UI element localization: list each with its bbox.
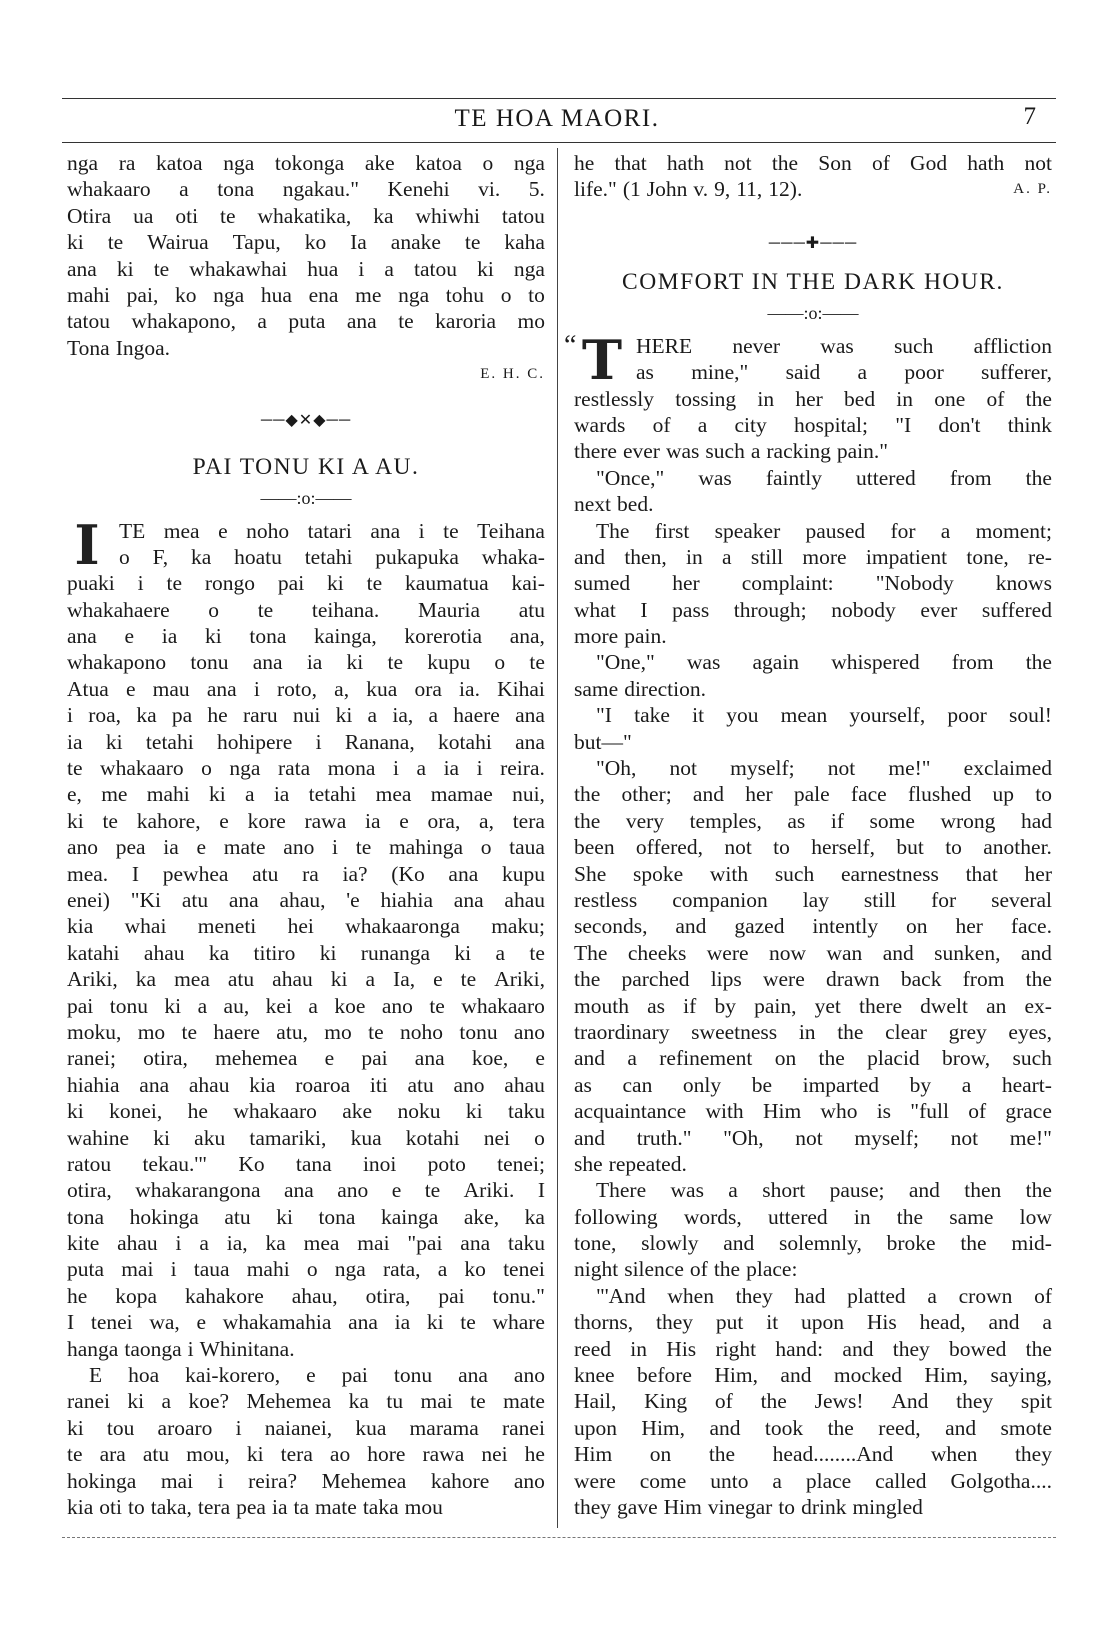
text-line: there ever was such a racking pain."	[574, 439, 889, 464]
text-line: kite ahau i a ia, ka mea mai "pai ana taku	[67, 1231, 545, 1256]
right-paragraph-4	[574, 518, 1052, 650]
text-line: HERE never was such affliction	[636, 333, 1052, 358]
text-line: whakapono tonu ana ia ki te kupu o te	[67, 650, 545, 675]
text-line: sumed her complaint: "Nobody knows	[574, 571, 1052, 596]
text-line: the parched lips were drawn back from the	[574, 967, 1052, 992]
text-line: There was a short pause; and then the	[596, 1178, 1052, 1203]
text-line: thorns, they put it upon His head, and a	[574, 1310, 1052, 1335]
right-paragraph-9	[574, 1283, 1052, 1521]
text-line: seconds, and gazed intently on her face.	[574, 914, 1052, 939]
text-line: tone, slowly and solemnly, broke the mid-	[574, 1231, 1052, 1256]
text-line: moku, mo te haere atu, mo te noho tonu ano	[67, 1019, 545, 1044]
text-line: ranei; otira, mehemea e pai ana koe, e	[67, 1046, 545, 1071]
text-line: "Oh, not myself; not me!" exclaimed	[596, 756, 1052, 781]
page-number: 7	[1023, 103, 1036, 130]
open-quote-mark: “	[564, 329, 577, 361]
right-paragraph-1	[574, 150, 1052, 203]
text-line: i roa, ka pa he raru nui ki a ia, a haere ana	[67, 703, 545, 728]
text-line: "Once," was faintly uttered from the	[596, 465, 1052, 490]
text-line: Him on the head........And when they	[574, 1442, 1052, 1467]
text-line: restless companion lay still for several	[574, 887, 1052, 912]
text-line: TE mea e noho tatari ana i te Teihana	[119, 518, 545, 543]
text-line: as mine," said a poor sufferer,	[636, 360, 1052, 385]
text-line: whakaaro a tona ngakau." Kenehi vi. 5.	[67, 177, 545, 202]
text-line: She spoke with such earnestness that her	[574, 861, 1052, 886]
right-paragraph-8	[574, 1177, 1052, 1283]
text-line: wahine ki aku tamariki, kua kotahi nei o	[67, 1125, 545, 1150]
text-line: and a refinement on the placid brow, such	[574, 1046, 1052, 1071]
right-paragraph-3	[574, 465, 1052, 518]
text-line: ana e ia ki tona kainga, korerotia ana,	[67, 624, 545, 649]
text-line: mouth as if by pain, yet there dwelt an ex-	[574, 993, 1052, 1018]
drop-cap-block	[564, 327, 1052, 465]
text-line: ki konei, he whakaaro ake noku ki taku	[67, 1099, 545, 1124]
text-line: same direction.	[574, 676, 706, 701]
text-line: what I pass through; nobody ever suffered	[574, 597, 1052, 622]
text-line: but—"	[574, 729, 632, 754]
text-line: life." (1 John v. 9, 11, 12). A. P.	[574, 177, 1052, 202]
text-line: te whakaaro o nga rata mona i a ia i reira.	[67, 756, 545, 781]
text-line: hanga taonga i Whinitana.	[67, 1336, 295, 1361]
left-paragraph-3	[67, 1362, 545, 1520]
text-line: ki te kahore, e kore rawa ia e ora, a, tera	[67, 808, 545, 833]
text-line: ia ki tetahi hohipere i Ranana, kotahi ana	[67, 729, 545, 754]
header-rule	[62, 142, 1056, 143]
text-line: as can only be imparted by a heart-	[574, 1072, 1052, 1097]
text-line: enei) "Ki atu ana ahau, 'e hiahia ana ahau	[67, 887, 545, 912]
text-line: katahi ahau ka titiro ki runanga ki a te	[67, 940, 545, 965]
drop-cap-letter: T	[581, 327, 623, 392]
left-paragraph-2	[67, 512, 545, 1363]
text-line: e, me mahi ki a ia tetahi mea mamae nui,	[67, 782, 545, 807]
section-sub-divider: ——:o:——	[767, 302, 859, 323]
text-line: they gave Him vinegar to drink mingled	[574, 1494, 923, 1519]
right-paragraph-2	[574, 327, 1052, 465]
text-line: knee before Him, and mocked Him, saying,	[574, 1363, 1052, 1388]
text-line: acquaintance with Him who is "full of grace	[574, 1099, 1052, 1124]
text-line: puaki i te rongo pai ki te kaumatua kai-	[67, 571, 545, 596]
text-line: traordinary sweetness in the clear grey eyes,	[574, 1019, 1052, 1044]
left-signature: E. H. C.	[480, 366, 545, 383]
text-line: and truth." "Oh, not myself; not me!"	[574, 1125, 1052, 1150]
text-line: nga ra katoa nga tokonga ake katoa o nga	[67, 151, 545, 175]
text-line: E hoa kai-korero, e pai tonu ana ano	[89, 1363, 545, 1388]
ornament-divider: ──◆✕◆──	[260, 411, 352, 429]
text-line: ano pea ia e mate ano i te mahinga o taua	[67, 835, 545, 860]
left-paragraph-1	[67, 150, 545, 361]
text-line: ki tou aroaro i naianei, kua marama ranei	[67, 1415, 545, 1440]
text-line: Hail, King of the Jews! And they spit	[574, 1389, 1052, 1414]
right-paragraph-7	[574, 755, 1052, 1177]
text-line: hokinga mai i reira? Mehemea kahore ano	[67, 1468, 545, 1493]
text-line: Atua e mau ana i roto, a, kua ora ia. Kihai	[67, 676, 545, 701]
text-line: otira, whakarangona ana ano e te Ariki. I	[67, 1178, 545, 1203]
right-paragraph-6	[574, 702, 1052, 755]
text-line: reed in His right hand: and they bowed the	[574, 1336, 1052, 1361]
ornament-divider: ───✚───	[768, 234, 858, 252]
section-title-comfort: COMFORT IN THE DARK HOUR.	[622, 268, 1004, 295]
text-line: The first speaker paused for a moment;	[596, 518, 1052, 543]
drop-cap-block	[67, 512, 545, 1363]
right-column	[564, 150, 1052, 1520]
text-line: o F, ka hoatu tetahi pukapuka whaka-	[119, 544, 545, 569]
text-line: following words, uttered in the same low	[574, 1204, 1052, 1229]
column-divider	[557, 148, 558, 1528]
right-paragraph-5	[574, 649, 1052, 702]
text-line: "I take it you mean yourself, poor soul!	[596, 703, 1052, 728]
text-line: night silence of the place:	[574, 1257, 798, 1282]
text-line: tatou whakapono, a puta ana te karoria mo	[67, 309, 545, 334]
text-line: ratou tekau.'" Ko tana inoi poto tenei;	[67, 1151, 545, 1176]
text-line: "'And when they had platted a crown of	[596, 1283, 1052, 1308]
text-line: were come unto a place called Golgotha....	[574, 1468, 1052, 1493]
text-line: "One," was again whispered from the	[596, 650, 1052, 675]
text-line: ana ki te whakawhai hua i a tatou ki nga	[67, 256, 545, 281]
section-sub-divider: ——:o:——	[260, 487, 352, 508]
text-line: he kopa kahakore ahau, otira, pai tonu."	[67, 1283, 545, 1308]
text-line: The cheeks were now wan and sunken, and	[574, 940, 1052, 965]
text-line: the other; and her pale face flushed up to	[574, 782, 1052, 807]
text-line: ranei ki a koe? Mehemea ka tu mai te mate	[67, 1389, 545, 1414]
text-line: Tona Ingoa.	[67, 335, 171, 360]
text-line: restlessly tossing in her bed in one of the	[574, 386, 1052, 411]
right-signature: A. P.	[1013, 181, 1052, 198]
bottom-rule	[62, 1537, 1056, 1538]
text-line: puta mai i taua mahi o nga rata, a ko tenei	[67, 1257, 545, 1282]
text-line: pai tonu ki a au, kei a koe ano te whakaaro	[67, 993, 545, 1018]
text-line: ki te Wairua Tapu, ko Ia anake te kaha	[67, 230, 545, 255]
text-line: hiahia ana ahau kia roaroa iti atu ano ahau	[67, 1072, 545, 1097]
text-line: the very temples, as if some wrong had	[574, 808, 1052, 833]
text-line: tona hokinga atu ki tona kainga ake, ka	[67, 1204, 545, 1229]
text-line: more pain.	[574, 624, 667, 649]
text-line: Ariki, ka mea atu ahau ki a Ia, e te Ariki,	[67, 967, 545, 992]
drop-cap-letter: I	[74, 512, 100, 577]
text-line: mahi pai, ko nga hua ena me nga tohu o to	[67, 282, 545, 307]
text-line: I tenei wa, e whakamahia ana ia ki te whare	[67, 1310, 545, 1335]
text-line: she repeated.	[574, 1151, 687, 1176]
text-line: whakahaere o te teihana. Mauria atu	[67, 597, 545, 622]
text-line: upon Him, and took the reed, and smote	[574, 1415, 1052, 1440]
section-title-pai-tonu: PAI TONU KI A AU.	[192, 453, 420, 480]
running-header-title: TE HOA MAORI.	[454, 105, 660, 132]
text-line: kia oti to taka, tera pea ia ta mate taka mou	[67, 1494, 443, 1519]
text-line: mea. I pewhea atu ra ia? (Ko ana kupu	[67, 861, 545, 886]
text-line: and then, in a still more impatient tone, re-	[574, 544, 1052, 569]
text-line: he that hath not the Son of God hath not	[574, 151, 1052, 175]
text-line: wards of a city hospital; "I don't think	[574, 412, 1052, 437]
text-line: kia whai meneti hei whakaaronga maku;	[67, 914, 545, 939]
top-rule	[62, 98, 1056, 99]
text-line: te ara atu mou, ki tera ao hore rawa nei he	[67, 1442, 545, 1467]
left-column	[67, 150, 545, 1520]
text-line: been offered, not to herself, but to another.	[574, 835, 1052, 860]
text-line: Otira ua oti te whakatika, ka whiwhi tatou	[67, 203, 545, 228]
text-line: next bed.	[574, 492, 654, 517]
